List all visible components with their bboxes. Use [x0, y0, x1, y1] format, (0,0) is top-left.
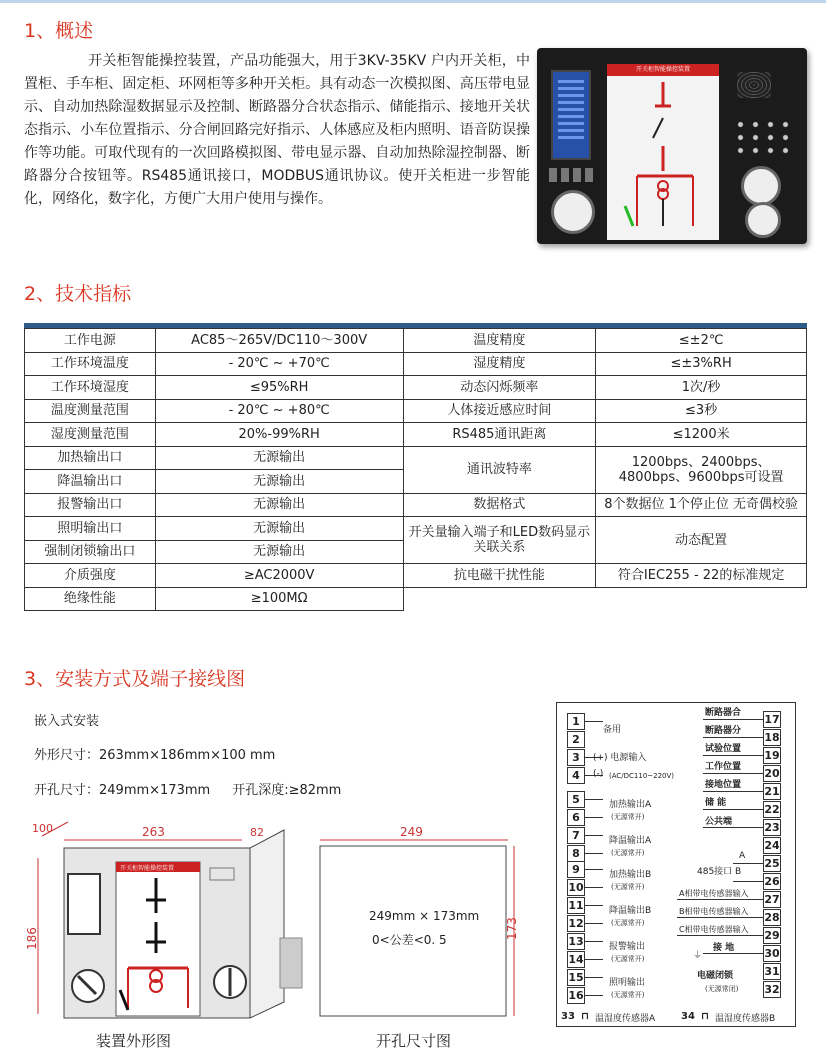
terminal-sub: (无源常开) [611, 813, 645, 821]
table-cell: ≤±3%RH [596, 352, 807, 376]
terminal-number: 22 [764, 803, 780, 816]
sensor-a-icon: ⊓ [581, 1011, 589, 1022]
terminal-label: 储 能 [705, 798, 727, 808]
table-cell: 符合IEC255 - 22的标准规定 [596, 564, 807, 588]
table-cell: ≤3秒 [596, 399, 807, 423]
terminal-label: 降温输出B [609, 906, 652, 916]
table-cell: 照明输出口 [25, 517, 156, 541]
terminal-label: (-) [593, 769, 604, 779]
table-cell: 加热输出口 [25, 446, 156, 470]
terminal-sub: (无源常开) [611, 849, 645, 857]
sensor-b-number: 34 [681, 1011, 695, 1022]
terminal-label: A相带电传感器输入 [679, 889, 749, 898]
terminal-number: 12 [568, 917, 584, 930]
outline-drawings [24, 818, 524, 1028]
terminal-label: 公共端 [705, 817, 733, 827]
terminal-sub: (无源常开) [611, 991, 645, 999]
caption-outline: 装置外形图 [96, 1032, 172, 1050]
table-row [25, 423, 807, 447]
table-cell: 无源输出 [155, 493, 403, 517]
spec-table [24, 328, 807, 611]
table-cell: - 20℃ ~ +80℃ [155, 399, 403, 423]
terminal-number: 6 [567, 809, 585, 826]
table-cell: 通讯波特率 [403, 446, 596, 493]
terminal-label: (+) 电源输入 [593, 753, 647, 763]
cutout-size: 开孔尺寸：249mm×173mm [34, 783, 211, 798]
section-title-overview: 1、概述 [24, 20, 94, 42]
terminal-diagram [556, 702, 796, 1027]
table-cell: 湿度精度 [403, 352, 596, 376]
terminal-number: 5 [567, 791, 585, 808]
terminal-number: 25 [764, 857, 780, 870]
terminal-label: 加热输出A [609, 800, 652, 810]
terminal-label: 电磁闭锁 [697, 971, 734, 981]
table-cell: 工作环境温度 [25, 352, 156, 376]
terminal-number: 23 [764, 821, 780, 834]
terminal-label: 备用 [603, 725, 622, 735]
terminal-sub: (无源常闭) [705, 985, 739, 993]
mimic-panel [607, 64, 719, 240]
key-buttons [549, 168, 595, 182]
terminal-number: 21 [764, 785, 780, 798]
device-outline-drawing [25, 822, 302, 1018]
terminal-number: 14 [568, 953, 584, 966]
terminal-label: 加热输出B [609, 870, 652, 880]
product-photo [537, 48, 807, 244]
table-cell: 工作环境湿度 [25, 376, 156, 400]
table-cell-empty [403, 587, 807, 611]
intro-paragraph [24, 50, 530, 211]
table-cell: 人体接近感应时间 [403, 399, 596, 423]
outline-panel-header: 开关柜智能操控装置 [120, 865, 175, 872]
top-rule [0, 0, 826, 3]
terminal-label: B相带电传感器输入 [679, 907, 749, 916]
table-cell: 温度测量范围 [25, 399, 156, 423]
terminal-number: 26 [764, 875, 780, 888]
terminal-number: 7 [567, 827, 585, 844]
table-cell: ≤95%RH [155, 376, 403, 400]
cutout-drawing [320, 825, 519, 1016]
sensor-b-icon: ⊓ [701, 1011, 709, 1022]
table-cell: 介质强度 [25, 564, 156, 588]
sensor-a-label: 温湿度传感器A [595, 1014, 656, 1024]
section-title-specs: 2、技术指标 [24, 283, 132, 305]
selector-knob-top-right [741, 166, 781, 206]
terminal-label: 照明输出 [609, 978, 646, 988]
selector-knob-bottom-right [745, 202, 781, 238]
terminal-number: 24 [764, 839, 780, 852]
table-cell: ≤±2℃ [596, 329, 807, 353]
mount-type: 嵌入式安装 [34, 714, 100, 729]
dim-side: 82 [250, 826, 264, 839]
table-cell: 1200bps、2400bps、4800bps、9600bps可设置 [596, 446, 807, 493]
terminal-label: 工作位置 [705, 762, 742, 772]
terminal-number: 32 [764, 983, 780, 996]
sensor-b-label: 温湿度传感器B [715, 1014, 776, 1024]
terminal-label: 降温输出A [609, 836, 652, 846]
terminal-number: 2 [567, 731, 585, 748]
cutout-info [34, 779, 341, 798]
terminal-label: 断路器分 [705, 726, 742, 736]
table-cell: 8个数据位 1个停止位 无奇偶校验 [596, 493, 807, 517]
lcd-display [551, 70, 591, 160]
table-cell: 无源输出 [155, 446, 403, 470]
table-cell: 动态配置 [596, 517, 807, 564]
speaker-grille [737, 72, 771, 98]
table-cell: 强制闭锁输出口 [25, 540, 156, 564]
table-cell: 降温输出口 [25, 470, 156, 494]
cutout-depth: 开孔深度:≥82mm [232, 783, 342, 798]
table-cell: 温度精度 [403, 329, 596, 353]
terminal-label: 试验位置 [705, 744, 742, 754]
terminal-label: 断路器合 [705, 708, 742, 718]
table-row [25, 564, 807, 588]
terminal-label: 接 地 [713, 943, 735, 953]
mimic-diagram [607, 76, 719, 236]
terminal-number: 9 [567, 861, 585, 878]
status-leds [733, 118, 793, 158]
terminal-sub: (无源常开) [611, 955, 645, 963]
terminal-label: A [739, 851, 746, 861]
table-cell: 动态闪烁频率 [403, 376, 596, 400]
terminal-label: 485接口 B [697, 867, 742, 877]
table-cell: ≥100MΩ [155, 587, 403, 611]
terminal-number: 8 [567, 845, 585, 862]
terminal-label: 报警输出 [609, 942, 646, 952]
table-row [25, 329, 807, 353]
terminal-number: 4 [567, 767, 585, 784]
table-cell: 1次/秒 [596, 376, 807, 400]
dim-width: 263 [142, 825, 165, 839]
ground-icon: ⏚ [693, 951, 703, 961]
table-row [25, 446, 807, 470]
terminal-number: 11 [568, 899, 584, 912]
table-cell: 数据格式 [403, 493, 596, 517]
table-row [25, 517, 807, 541]
table-cell: 无源输出 [155, 517, 403, 541]
terminal-number: 29 [764, 929, 780, 942]
terminal-number: 18 [764, 731, 780, 744]
terminal-label: C相带电传感器输入 [679, 925, 749, 934]
caption-cutout: 开孔尺寸图 [376, 1032, 452, 1050]
table-cell: 开关量输入端子和LED数码显示关联关系 [403, 517, 596, 564]
dim-depth: 100 [32, 822, 53, 835]
selector-knob-left [551, 190, 595, 234]
cut-dim-width: 249 [400, 825, 423, 839]
terminal-number: 16 [568, 989, 584, 1002]
table-cell: 20%-99%RH [155, 423, 403, 447]
terminal-number: 30 [764, 947, 780, 960]
outer-size: 外形尺寸：263mm×186mm×100 mm [34, 748, 276, 763]
terminal-sub: (无源常开) [611, 883, 645, 891]
table-row [25, 376, 807, 400]
terminal-number: 27 [764, 893, 780, 906]
table-cell: 无源输出 [155, 540, 403, 564]
intro-text: 开关柜智能操控装置，产品功能强大，用于3KV-35KV 户内开关柜，中置柜、手车柜、固定柜、环网柜等多种开关柜。具有动态一次模拟图、高压带电显示、自动加热除湿数据显示及控制、断路器分合状态指示、储能指示、接地开关状态指示、小车位置指示、分合闸回路完好指示、人体感应及柜内照明、语音防误操作等功能。可取代现有的一次回路模拟图、带电显示器、自动加热除湿控制器、断路器分合按钮等。RS485通讯接口，MODBUS通讯协议。使开关柜进一步智能化，网络化，数字化，方便广大用户使用与操作。 [24, 53, 530, 207]
terminal-number: 17 [764, 713, 780, 726]
terminal-label: 接地位置 [705, 780, 742, 790]
terminal-number: 19 [764, 749, 780, 762]
table-cell: ≥AC2000V [155, 564, 403, 588]
table-row [25, 493, 807, 517]
terminal-number: 1 [567, 713, 585, 730]
table-cell: ≤1200米 [596, 423, 807, 447]
terminal-number: 3 [567, 749, 585, 766]
table-cell: 抗电磁干扰性能 [403, 564, 596, 588]
table-cell: 无源输出 [155, 470, 403, 494]
table-cell: 报警输出口 [25, 493, 156, 517]
dim-height: 186 [25, 927, 39, 950]
cut-dim-height: 173 [505, 917, 519, 940]
sensor-a-number: 33 [561, 1011, 575, 1022]
table-row [25, 352, 807, 376]
terminal-sub: (无源常开) [611, 919, 645, 927]
table-row [25, 587, 807, 611]
cut-size-text: 249mm × 173mm [369, 909, 480, 923]
terminal-number: 15 [568, 971, 584, 984]
table-cell: 工作电源 [25, 329, 156, 353]
table-cell: RS485通讯距离 [403, 423, 596, 447]
terminal-number: 28 [764, 911, 780, 924]
table-cell: AC85～265V/DC110～300V [155, 329, 403, 353]
table-cell: 绝缘性能 [25, 587, 156, 611]
section-title-install: 3、安装方式及端子接线图 [24, 668, 246, 690]
terminal-number: 13 [568, 935, 584, 948]
terminal-number: 20 [764, 767, 780, 780]
table-row [25, 399, 807, 423]
terminal-sub: (AC/DC110~220V) [609, 772, 675, 780]
terminal-number: 31 [764, 965, 780, 978]
panel-header: 开关柜智能操控装置 [607, 64, 719, 76]
table-cell: - 20℃ ~ +70℃ [155, 352, 403, 376]
terminal-number: 10 [568, 881, 584, 894]
table-cell: 湿度测量范围 [25, 423, 156, 447]
cut-tolerance-text: 0<公差<0. 5 [372, 933, 447, 947]
